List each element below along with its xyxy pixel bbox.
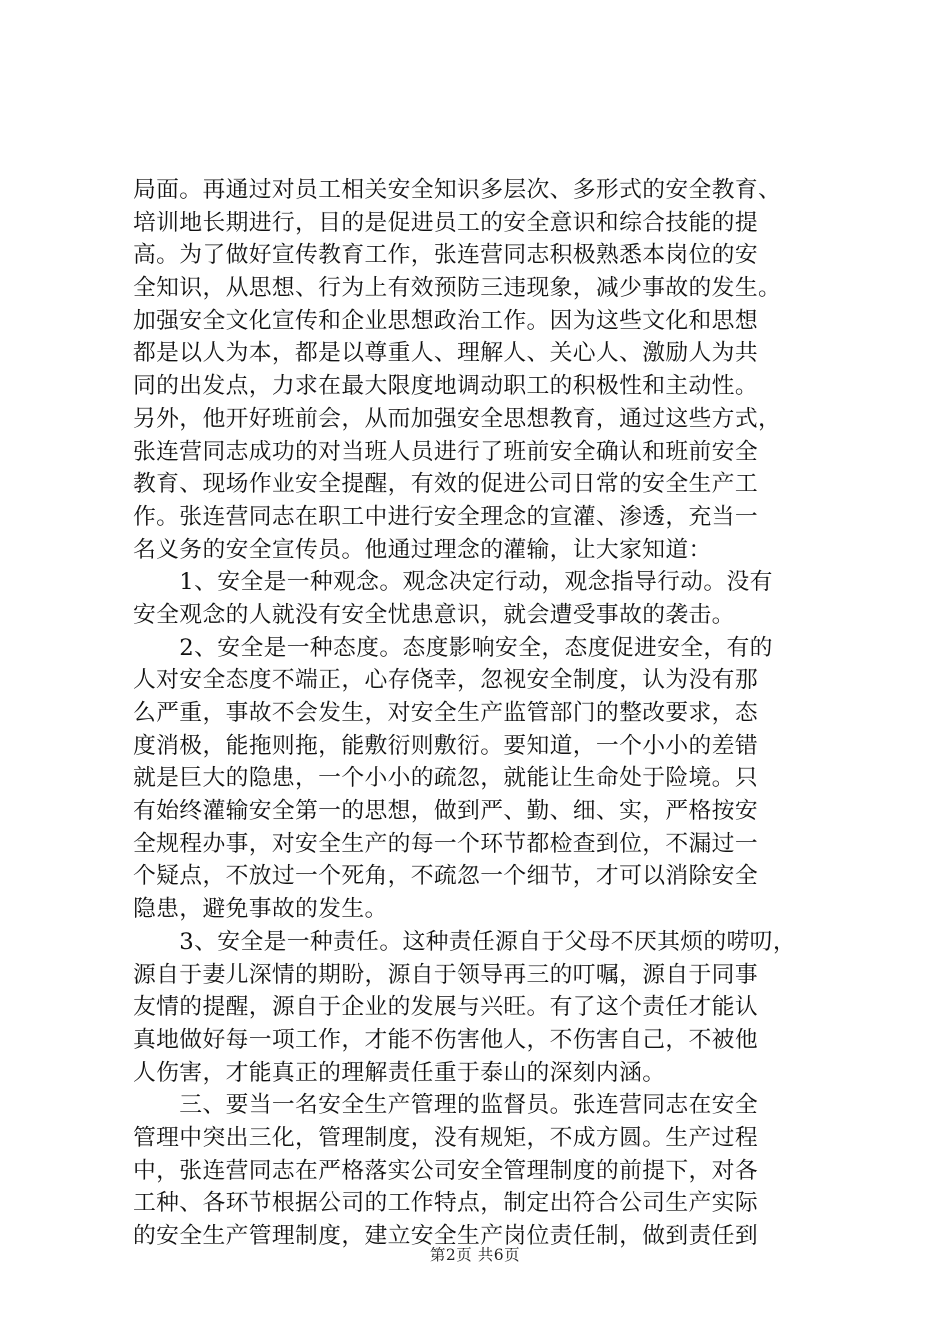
text-line: 培训地长期进行，目的是促进员工的安全意识和综合技能的提 <box>133 209 758 236</box>
text-line: 管理中突出三化，管理制度，没有规矩，不成方圆。生产过程 <box>133 1124 758 1151</box>
text-line: 安全观念的人就没有安全忧患意识，就会遭受事故的袭击。 <box>133 601 735 628</box>
page-number-label: 第2页 共6页 <box>429 1246 521 1264</box>
text-line: 另外，他开好班前会，从而加强安全思想教育，通过这些方式， <box>133 405 782 432</box>
text-line: 三、要当一名安全生产管理的监督员。张连营同志在安全 <box>133 1092 758 1119</box>
text-line: 友情的提醒，源自于企业的发展与兴旺。有了这个责任才能认 <box>133 994 758 1021</box>
text-line: 人对安全态度不端正，心存侥幸，忽视安全制度，认为没有那 <box>133 667 758 694</box>
text-line: 加强安全文化宣传和企业思想政治工作。因为这些文化和思想 <box>133 307 758 334</box>
text-line: 局面。再通过对员工相关安全知识多层次、多形式的安全教育、 <box>133 177 782 203</box>
page-footer <box>0 1243 950 1265</box>
text-line: 人伤害，才能真正的理解责任重于泰山的深刻内涵。 <box>133 1059 666 1086</box>
text-line: 张连营同志成功的对当班人员进行了班前安全确认和班前安全 <box>133 438 758 465</box>
text-line: 有始终灌输安全第一的思想，做到严、勤、细、实，严格按安 <box>133 798 758 825</box>
text-line: 中，张连营同志在严格落实公司安全管理制度的前提下，对各 <box>133 1157 758 1184</box>
text-line: 就是巨大的隐患，一个小小的疏忽，就能让生命处于险境。只 <box>133 765 758 792</box>
text-line: 3、安全是一种责任。这种责任源自于父母不厌其烦的唠叨， <box>133 928 796 955</box>
text-line: 个疑点，不放过一个死角，不疏忽一个细节，才可以消除安全 <box>133 863 758 890</box>
text-line: 么严重，事故不会发生，对安全生产监管部门的整改要求，态 <box>133 700 758 726</box>
text-line: 隐患，避免事故的发生。 <box>133 896 388 923</box>
text-line: 全规程办事，对安全生产的每一个环节都检查到位，不漏过一 <box>133 830 758 857</box>
body-text <box>133 174 833 1253</box>
text-line: 1、安全是一种观念。观念决定行动，观念指导行动。没有 <box>133 569 773 596</box>
text-line: 的安全生产管理制度，建立安全生产岗位责任制，做到责任到 <box>133 1223 758 1249</box>
text-line: 作。张连营同志在职工中进行安全理念的宣灌、渗透，充当一 <box>133 503 758 530</box>
text-line: 度消极，能拖则拖，能敷衍则敷衍。要知道，一个小小的差错 <box>133 732 758 759</box>
text-line: 真地做好每一项工作，才能不伤害他人，不伤害自己，不被他 <box>133 1026 758 1053</box>
text-line: 2、安全是一种态度。态度影响安全，态度促进安全，有的 <box>133 634 773 661</box>
text-line: 教育、现场作业安全提醒，有效的促进公司日常的安全生产工 <box>133 471 758 498</box>
text-line: 同的出发点，力求在最大限度地调动职工的积极性和主动性。 <box>133 373 758 400</box>
text-line: 源自于妻儿深情的期盼，源自于领导再三的叮嘱，源自于同事 <box>133 961 758 988</box>
text-line: 都是以人为本，都是以尊重人、理解人、关心人、激励人为共 <box>133 340 758 367</box>
text-line: 工种、各环节根据公司的工作特点，制定出符合公司生产实际 <box>133 1190 758 1217</box>
text-line: 名义务的安全宣传员。他通过理念的灌输，让大家知道： <box>133 536 712 563</box>
text-line: 全知识，从思想、行为上有效预防三违现象，减少事故的发生。 <box>133 275 782 302</box>
text-line: 高。为了做好宣传教育工作，张连营同志积极熟悉本岗位的安 <box>133 242 758 269</box>
